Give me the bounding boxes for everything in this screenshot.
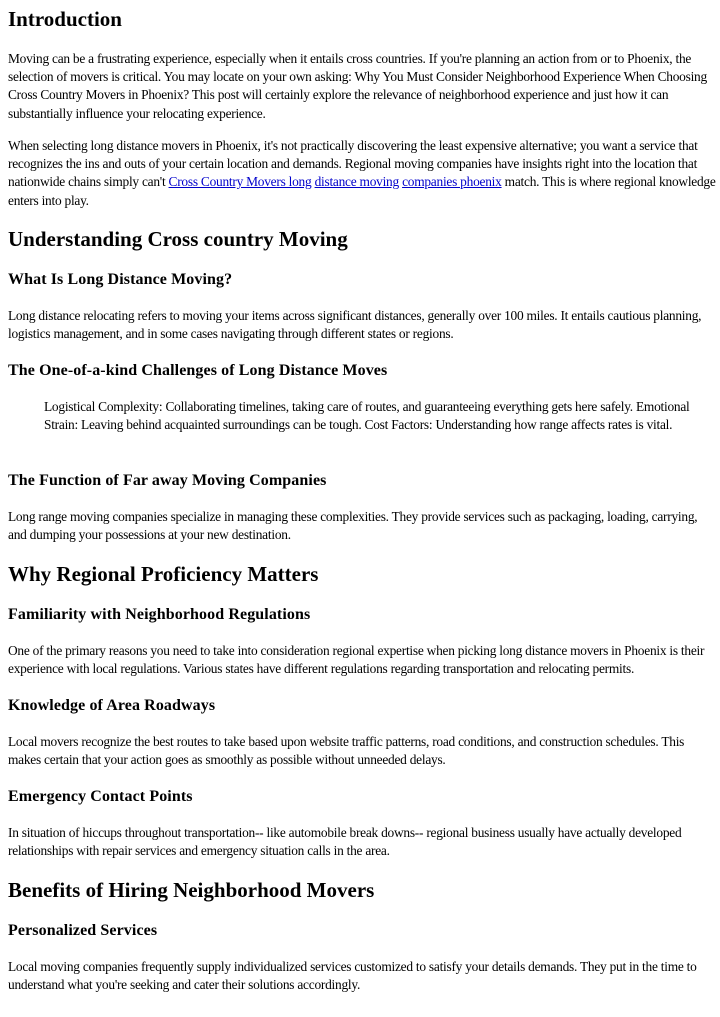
intro-paragraph-2-after: match. This is where regional knowledge enters into play. [8, 174, 716, 208]
paragraph-what-is-long-distance: Long distance relocating refers to moving your items across significant distances, generally over 100 miles. It entails cautious planning, logistics management, and in some cases navigating through different states or regions. [8, 308, 702, 342]
subheading-function: The Function of Far away Moving Companies [8, 472, 327, 489]
section-heading-benefits: Benefits of Hiring Neighborhood Movers [8, 878, 375, 902]
subheading-emergency: Emergency Contact Points [8, 788, 193, 805]
subheading-challenges: The One-of-a-kind Challenges of Long Distance Moves [8, 362, 388, 379]
section-heading-why: Why Regional Proficiency Matters [8, 562, 319, 586]
link-companies-phoenix[interactable]: companies phoenix [402, 174, 502, 190]
intro-paragraph-2 [8, 137, 716, 210]
paragraph-familiarity: One of the primary reasons you need to take into consideration regional expertise when picking long distance movers in Phoenix is their experience with local regulations. Various states have different regulations regarding transportation and relocating permits. [8, 643, 705, 677]
paragraph-emergency: In situation of hiccups throughout transportation-- like automobile break downs-- regional business usually have actually developed relationships with repair services and emergency situation calls in the area. [8, 825, 682, 859]
paragraph-function: Long range moving companies specialize in managing these complexities. They provide services such as packaging, loading, carrying, and dumping your possessions at your new destination. [8, 509, 698, 543]
subheading-personalized: Personalized Services [8, 922, 158, 939]
link-cross-country-movers[interactable]: Cross Country Movers long [168, 174, 312, 190]
intro-paragraph-2-before: When selecting long distance movers in Phoenix, it's not practically discovering the least expensive alternative; you want a service that recognizes the ins and outs of your certain location and demands. Regional moving companies have insights right into the location that nationwide chains simply can't [8, 138, 698, 190]
subheading-what-is-long-distance: What Is Long Distance Moving? [8, 271, 233, 288]
section-heading-introduction: Introduction [8, 7, 122, 31]
section-heading-understanding: Understanding Cross country Moving [8, 227, 348, 251]
intro-paragraph-1: Moving can be a frustrating experience, especially when it entails cross countries. If you're planning an action from or to Phoenix, the selection of movers is critical. You may locate on your own asking: Why You Must Consider Neighborhood Experience When Choosing Cross Country Movers in Phoenix? This post will certainly explore the relevance of neighborhood experience and just how it can substantially influence your relocating experience. [8, 51, 707, 121]
paragraph-challenges: Logistical Complexity: Collaborating timelines, taking care of routes, and guaranteeing everything gets here safely. Emotional Strain: Leaving behind acquainted surroundings can be tough. Cost Factors: Understanding how range affects rates is vital. [44, 399, 690, 433]
link-distance-moving[interactable]: distance moving [314, 174, 399, 190]
subheading-familiarity: Familiarity with Neighborhood Regulations [8, 606, 311, 623]
paragraph-knowledge: Local movers recognize the best routes to take based upon website traffic patterns, road conditions, and construction schedules. This makes certain that your action goes as smoothly as possible without unneeded delays. [8, 734, 685, 768]
paragraph-personalized: Local moving companies frequently supply individualized services customized to satisfy your details demands. They put in the time to understand what you're seeking and cater their solutions accordingly. [8, 959, 697, 993]
subheading-knowledge: Knowledge of Area Roadways [8, 697, 216, 714]
